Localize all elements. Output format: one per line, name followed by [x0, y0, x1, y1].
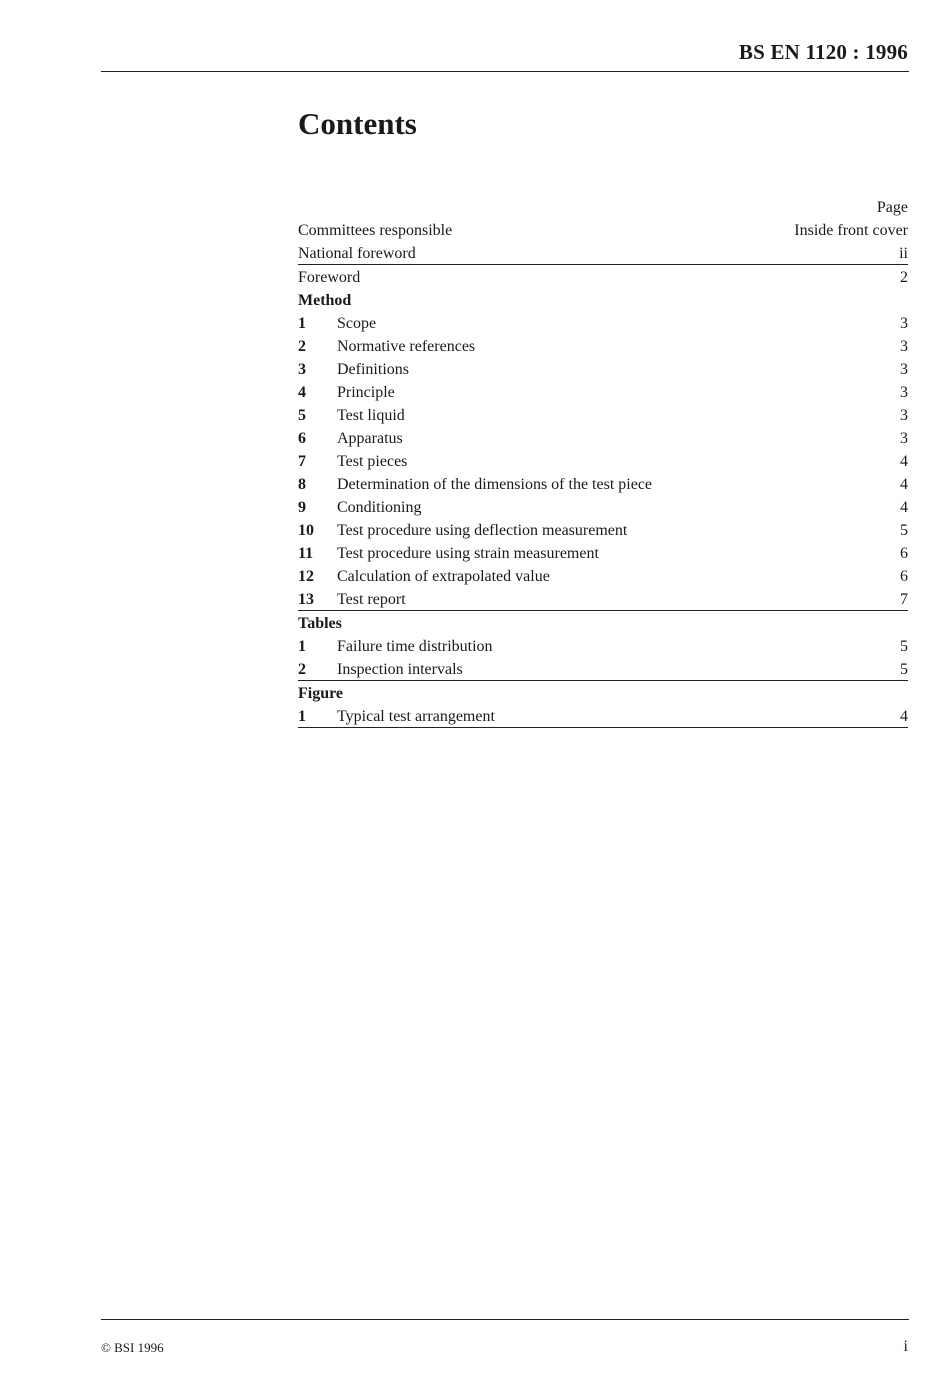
toc-entry-number: 7 — [298, 453, 306, 470]
toc-entry[interactable] — [298, 705, 908, 728]
toc-entry-number: 3 — [298, 361, 306, 378]
section-heading: Tables — [298, 615, 342, 632]
toc-entry-label: Test procedure using deflection measurement — [337, 522, 628, 539]
toc-entry-number: 4 — [298, 384, 306, 401]
toc-entry-page: Inside front cover — [794, 222, 908, 239]
toc-entry-number: 1 — [298, 708, 306, 725]
toc-entry-page: 5 — [900, 661, 908, 678]
toc-entry-page: 4 — [900, 453, 908, 470]
toc-entry-page: 3 — [900, 338, 908, 355]
toc-entry-label: Calculation of extrapolated value — [337, 568, 550, 585]
toc-entry[interactable] — [298, 635, 908, 658]
toc-entry-number: 12 — [298, 568, 314, 585]
toc-entry-label: Determination of the dimensions of the test piece — [337, 476, 653, 493]
toc-entry-label: Test procedure using strain measurement — [337, 545, 599, 562]
toc-section-heading-figure — [298, 682, 908, 705]
section-heading: Method — [298, 292, 352, 309]
toc-entry-page: ii — [899, 245, 908, 262]
toc-entry[interactable] — [298, 219, 908, 242]
toc-entry[interactable] — [298, 565, 908, 588]
toc-entry[interactable] — [298, 335, 908, 358]
header-divider — [101, 71, 909, 72]
copyright-notice: © BSI 1996 — [101, 1340, 164, 1355]
toc-entry-page: 3 — [900, 384, 908, 401]
toc-entry-label: Apparatus — [337, 430, 403, 447]
toc-entry[interactable] — [298, 519, 908, 542]
toc-entry-page: 3 — [900, 430, 908, 447]
toc-entry[interactable] — [298, 450, 908, 473]
toc-entry-number: 10 — [298, 522, 314, 539]
toc-entry-page: 7 — [900, 591, 908, 608]
toc-entry-label: Test pieces — [337, 453, 408, 470]
toc-entry[interactable] — [298, 266, 908, 289]
toc-entry-page: 2 — [900, 269, 908, 286]
toc-entry-label: Typical test arrangement — [337, 708, 495, 725]
toc-section-heading-method — [298, 289, 908, 312]
toc-entry[interactable] — [298, 473, 908, 496]
toc-entry-label: Test report — [337, 591, 406, 608]
toc-entry-label: National foreword — [298, 245, 416, 262]
section-heading: Figure — [298, 685, 344, 702]
toc-entry-label: Principle — [337, 384, 395, 401]
toc-page-header-row — [298, 196, 908, 219]
toc-entry[interactable] — [298, 404, 908, 427]
toc-entry-number: 6 — [298, 430, 306, 447]
toc-entry[interactable] — [298, 242, 908, 265]
toc-entry-page: 4 — [900, 708, 908, 725]
toc-entry-label: Foreword — [298, 269, 361, 286]
toc-entry-page: 6 — [900, 545, 908, 562]
toc-entry-page: 4 — [900, 476, 908, 493]
toc-entry[interactable] — [298, 427, 908, 450]
toc-entry[interactable] — [298, 542, 908, 565]
toc-entry-page: 3 — [900, 407, 908, 424]
toc-entry-number: 5 — [298, 407, 306, 424]
toc-entry[interactable] — [298, 312, 908, 335]
toc-entry-label: Normative references — [337, 338, 476, 355]
toc-entry[interactable] — [298, 588, 908, 611]
toc-entry-label: Failure time distribution — [337, 638, 493, 655]
toc-entry-label: Inspection intervals — [337, 661, 463, 678]
toc-entry[interactable] — [298, 658, 908, 681]
toc-entry-page: 6 — [900, 568, 908, 585]
page-number: i — [903, 1338, 908, 1355]
toc-entry-number: 11 — [298, 545, 314, 562]
toc-entry-number: 13 — [298, 591, 314, 608]
toc-entry-number: 9 — [298, 499, 306, 516]
toc-entry-page: 4 — [900, 499, 908, 516]
toc-entry-label: Scope — [337, 315, 377, 332]
toc-entry-number: 8 — [298, 476, 306, 493]
toc-entry-label: Conditioning — [337, 499, 422, 516]
toc-entry-number: 2 — [298, 661, 306, 678]
toc-entry-number: 1 — [298, 638, 306, 655]
toc-entry[interactable] — [298, 358, 908, 381]
page-column-header: Page — [876, 199, 908, 216]
toc-entry-label: Committees responsible — [298, 222, 453, 239]
page-title: Contents — [298, 106, 417, 141]
toc-entry-page: 3 — [900, 361, 908, 378]
document-standard-number: BS EN 1120 : 1996 — [738, 40, 908, 64]
table-of-contents — [298, 196, 908, 728]
toc-entry[interactable] — [298, 381, 908, 404]
toc-entry-label: Test liquid — [337, 407, 405, 424]
toc-entry[interactable] — [298, 496, 908, 519]
toc-entry-page: 5 — [900, 522, 908, 539]
toc-entry-number: 2 — [298, 338, 306, 355]
toc-entry-label: Definitions — [337, 361, 409, 378]
toc-entry-number: 1 — [298, 315, 306, 332]
toc-entry-page: 3 — [900, 315, 908, 332]
footer-divider — [101, 1319, 909, 1320]
toc-entry-page: 5 — [900, 638, 908, 655]
toc-section-heading-tables — [298, 612, 908, 635]
